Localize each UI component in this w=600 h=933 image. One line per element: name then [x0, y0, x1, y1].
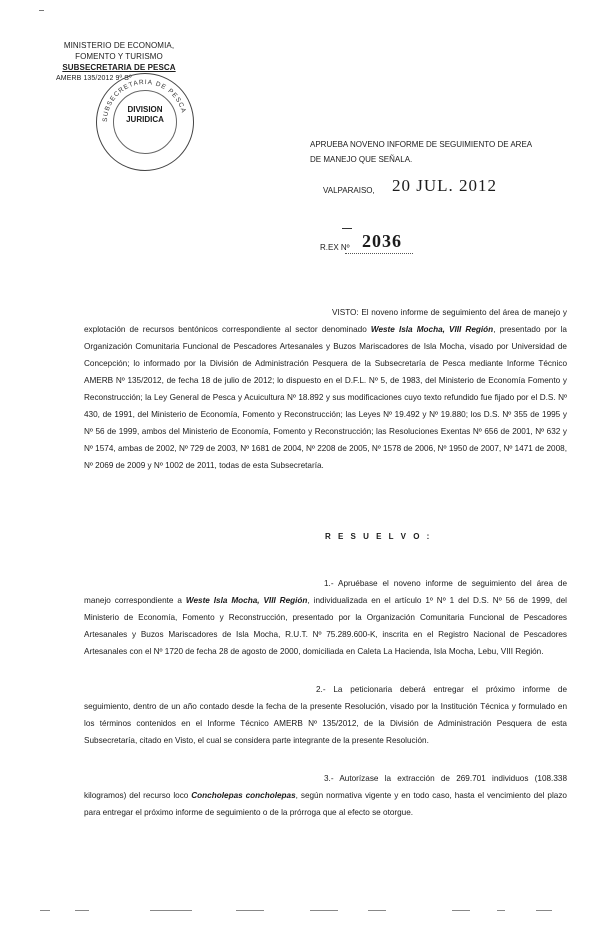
article-2-text: 2.- La peticionaria deberá entregar el próximo informe de seguimiento, dentro de un año contado desde la fecha de la presente Resolución, visado por la Institución Técnica y formulado en los términos contenidos en el Informe Técnico AMERB Nº 135/2012, de la División de Administración Pesquera de esta Subsecretaría, citado en Visto, el cual se considera parte integrante de la presente Resolución. [84, 685, 567, 745]
resolution-number: 2036 [362, 231, 402, 251]
footer-mark [536, 910, 552, 911]
visto-text-1: VISTO: El noveno informe de seguimiento del área de manejo y explotación de recursos bentónicos correspondiente al sector denominado [84, 308, 567, 334]
letterhead-ministry: MINISTERIO DE ECONOMIA, [63, 41, 175, 50]
resolution-subject [310, 137, 580, 167]
article-1-text-1: 1.- Apruébase el noveno informe de seguimiento del área de manejo correspondiente a [84, 579, 567, 605]
letterhead-reference: AMERB 135/2012 9º Sº [56, 75, 132, 82]
footer-mark [452, 910, 470, 911]
seal-line-1: DIVISION [127, 105, 163, 114]
resuelvo-heading: R E S U E L V O : [325, 532, 432, 541]
letterhead-ministry-cont: FOMENTO Y TURISMO [75, 52, 163, 61]
article-1-area-name: Weste Isla Mocha, VIII Región [185, 596, 308, 605]
visto-text-2: , presentado por la Organización Comunitaria Funcional de Pescadores Artesanales y Buzos Mariscadores de Isla Mocha, visado por Universidad de Concepción; lo informado por la División de Administración Pesquera de la Subsecretaría de Pesca mediante Informe Técnico AMERB Nº 135/2012, de fecha 18 de julio de 2012; lo dispuesto en el D.F.L. Nº 5, de 1983, del Ministerio de Economía Fomento y Reconstrucción; la Ley General de Pesca y Acuicultura Nº 18.892 y sus modificaciones cuyo texto refundido fue fijado por el D.S. Nº 430, de 1991, del Ministerio de Economía, Fomento y Reconstrucción; las Leyes Nº 19.492 y Nº 19.880; los D.S. Nº 355 de 1995 y Nº 56 de 1999, ambos del Ministerio de Economía, Fomento y Reconstrucción; las Resoluciones Exentas Nº 656 de 2001, Nº 632 y Nº 1574, ambas de 2002, Nº 729 de 2003, Nº 1681 de 2004, Nº 2208 de 2005, Nº 1578 de 2006, Nº 1950 de 2007, Nº 1471 de 2008, Nº 2069 de 2009 y Nº 1002 de 2011, todas de esta Subsecretaría. [84, 325, 567, 470]
place: VALPARAISO, [323, 186, 375, 195]
subject-line-2: DE MANEJO QUE SEÑALA. [310, 155, 413, 164]
resolution-date: 20 JUL. 2012 [392, 176, 498, 195]
footer-mark [40, 910, 50, 911]
division-juridica-seal [96, 73, 194, 171]
footer-mark [75, 910, 89, 911]
article-1-text-2: , individualizada en el artículo 1º Nº 1 del D.S. Nº 56 de 1999, del Ministerio de Economía, Fomento y Reconstrucción, presentado por la Organización Comunitaria Funcional de Pescadores Artesanales y Buzos Mariscadores de Isla Mocha, R.U.T. Nº 75.289.600-K, inscrita en el Registro Nacional de Pescadores Artesanales con el Nº 1720 de fecha 28 de agosto de 2000, domiciliada en Caleta La Hacienda, Isla Mocha, Lebu, VIII Región. [84, 596, 568, 656]
number-underline [345, 253, 413, 254]
corner-mark [39, 10, 44, 11]
article-3-species: Concholepas concholepas [191, 791, 296, 800]
visto-area-name: Weste Isla Mocha, VIII Región [370, 325, 494, 334]
dash-mark [342, 228, 352, 229]
svg-text:SUBSECRETARIA DE PESCA: SUBSECRETARIA DE PESCA [101, 78, 187, 123]
article-3 [84, 770, 567, 821]
article-1 [84, 575, 567, 660]
footer-mark [310, 910, 338, 911]
footer-mark [150, 910, 192, 911]
subject-line-1: APRUEBA NOVENO INFORME DE SEGUIMIENTO DE AREA [310, 140, 533, 149]
resolution-label: R.EX Nº [320, 243, 350, 252]
seal-line-2: JURIDICA [126, 115, 164, 124]
visto-paragraph [84, 304, 567, 474]
footer-mark [236, 910, 264, 911]
article-2 [84, 681, 567, 749]
seal-center-text [97, 105, 193, 125]
footer-mark [368, 910, 386, 911]
article-3-text-1: 3.- Autorízase la extracción de 269.701 individuos (108.338 kilogramos) del recurso loco [84, 774, 567, 800]
letterhead-subsecretaria: SUBSECRETARIA DE PESCA [62, 63, 176, 72]
article-3-text-2: , según normativa vigente y en todo caso, hasta el vencimiento del plazo para entregar el próximo informe de seguimiento o de la prórroga que al efecto se otorgue. [84, 791, 567, 817]
footer-mark [497, 910, 505, 911]
